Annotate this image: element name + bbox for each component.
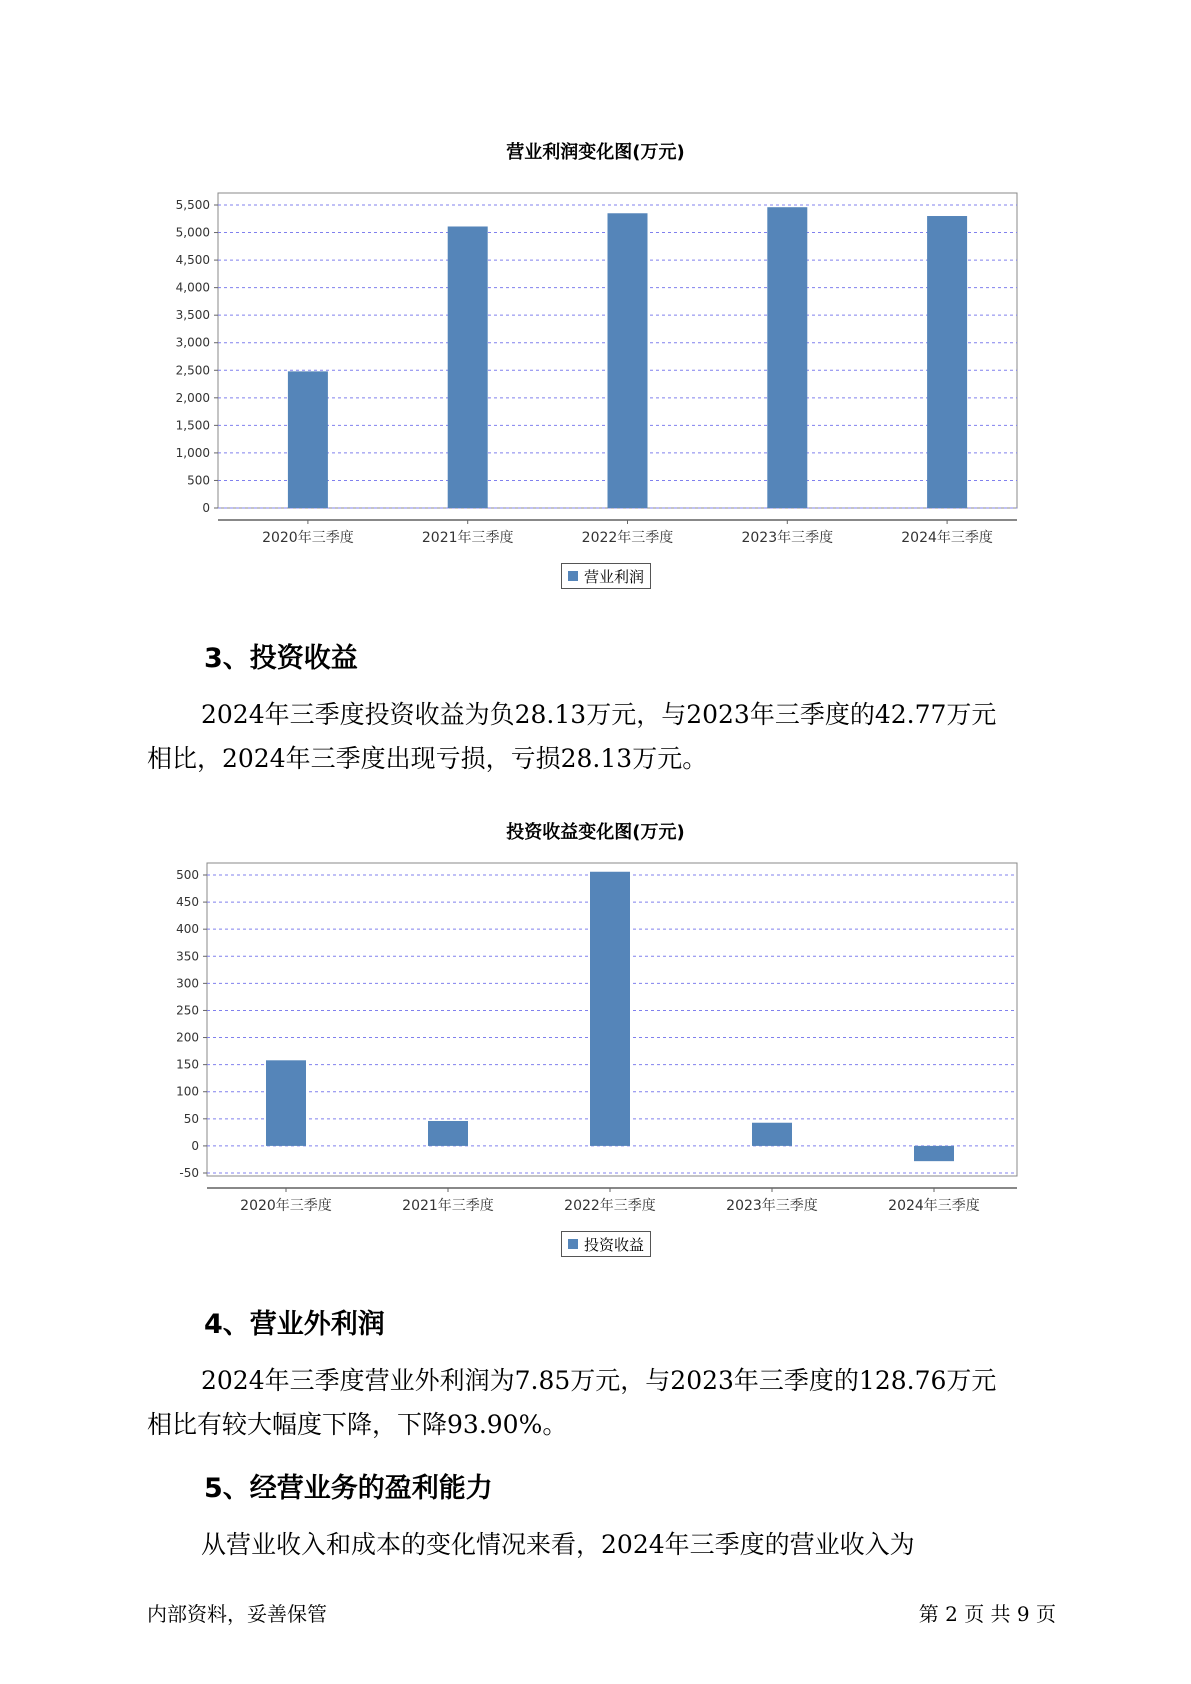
section5-paragraph bbox=[147, 1523, 1052, 1567]
chart1-ytick-label: 4,000 bbox=[175, 280, 210, 295]
chart2-ytick-label: 0 bbox=[191, 1138, 199, 1153]
section4-line1: 2024年三季度营业外利润为7.85万元，与2023年三季度的128.76万元 bbox=[201, 1366, 997, 1395]
chart2-xtick-label: 2020年三季度 bbox=[240, 1198, 332, 1214]
chart2-ytick-label: 400 bbox=[176, 922, 199, 937]
section5-heading: 5、经营业务的盈利能力 bbox=[204, 1473, 493, 1504]
chart1-title: 营业利润变化图(万元) bbox=[506, 142, 685, 163]
chart1-ytick-label: 1,500 bbox=[175, 418, 210, 433]
chart2-title: 投资收益变化图(万元) bbox=[506, 822, 685, 843]
footer-left: 内部资料，妥善保管 bbox=[147, 1602, 327, 1626]
section3-heading: 3、投资收益 bbox=[204, 643, 358, 674]
chart1-ytick-label: 4,500 bbox=[175, 253, 210, 268]
chart2-legend bbox=[561, 1231, 651, 1257]
chart1-xtick-label: 2023年三季度 bbox=[741, 530, 834, 546]
chart2-ytick-label: 200 bbox=[176, 1030, 199, 1045]
chart1-ytick-label: 0 bbox=[202, 501, 210, 515]
chart2-bar bbox=[428, 1121, 468, 1146]
chart2-ytick-label: 300 bbox=[176, 976, 199, 991]
chart1-legend-label: 营业利润 bbox=[584, 567, 645, 586]
chart2-xtick-label: 2021年三季度 bbox=[402, 1198, 494, 1214]
chart1-xtick-label: 2024年三季度 bbox=[901, 530, 993, 546]
section3-line1: 2024年三季度投资收益为负28.13万元，与2023年三季度的42.77万元 bbox=[201, 700, 997, 729]
section4-paragraph bbox=[147, 1359, 1052, 1447]
chart1-ytick-label: 5,500 bbox=[175, 198, 210, 212]
chart2-ytick-label: -50 bbox=[179, 1166, 199, 1180]
chart1-ytick-label: 1,000 bbox=[175, 445, 210, 460]
chart2-xtick-label: 2023年三季度 bbox=[726, 1198, 818, 1214]
chart1-ytick-label: 5,000 bbox=[175, 225, 210, 240]
chart2-xtick-label: 2022年三季度 bbox=[564, 1198, 656, 1214]
section3-line2: 相比，2024年三季度出现亏损，亏损28.13万元。 bbox=[147, 744, 708, 773]
chart2-bar bbox=[914, 1146, 954, 1161]
chart2-bar bbox=[752, 1123, 792, 1146]
section5-line1: 从营业收入和成本的变化情况来看，2024年三季度的营业收入为 bbox=[201, 1530, 915, 1559]
footer-page-number: 第 2 页 共 9 页 bbox=[918, 1602, 1056, 1626]
chart2-ytick-label: 350 bbox=[176, 949, 199, 964]
chart1-xtick-label: 2021年三季度 bbox=[421, 530, 514, 546]
chart1-ytick-label: 3,500 bbox=[175, 308, 210, 323]
chart2-ytick-label: 500 bbox=[176, 868, 199, 882]
chart1-ytick-label: 500 bbox=[187, 473, 210, 488]
chart2-ytick-label: 100 bbox=[176, 1084, 199, 1099]
chart1-ytick-label: 2,500 bbox=[175, 363, 210, 378]
chart1-xtick-label: 2020年三季度 bbox=[262, 530, 354, 546]
chart2-ytick-label: 150 bbox=[176, 1057, 199, 1072]
chart2-bar bbox=[590, 872, 630, 1146]
chart2-ytick-label: 50 bbox=[183, 1111, 199, 1126]
chart2-ytick-label: 450 bbox=[176, 895, 199, 910]
chart1-ytick-label: 2,000 bbox=[175, 390, 210, 405]
chart2-legend-label: 投资收益 bbox=[584, 1235, 645, 1254]
chart1-ytick-label: 3,000 bbox=[175, 335, 210, 350]
section4-heading: 4、营业外利润 bbox=[204, 1309, 385, 1340]
legend-swatch-icon bbox=[568, 1239, 578, 1249]
chart1-xtick-label: 2022年三季度 bbox=[581, 530, 674, 546]
section4-line2: 相比有较大幅度下降，下降93.90%。 bbox=[147, 1410, 568, 1439]
chart2-ytick-label: 250 bbox=[176, 1003, 199, 1018]
chart2-xtick-label: 2024年三季度 bbox=[888, 1198, 980, 1214]
chart2-bar bbox=[266, 1060, 306, 1146]
